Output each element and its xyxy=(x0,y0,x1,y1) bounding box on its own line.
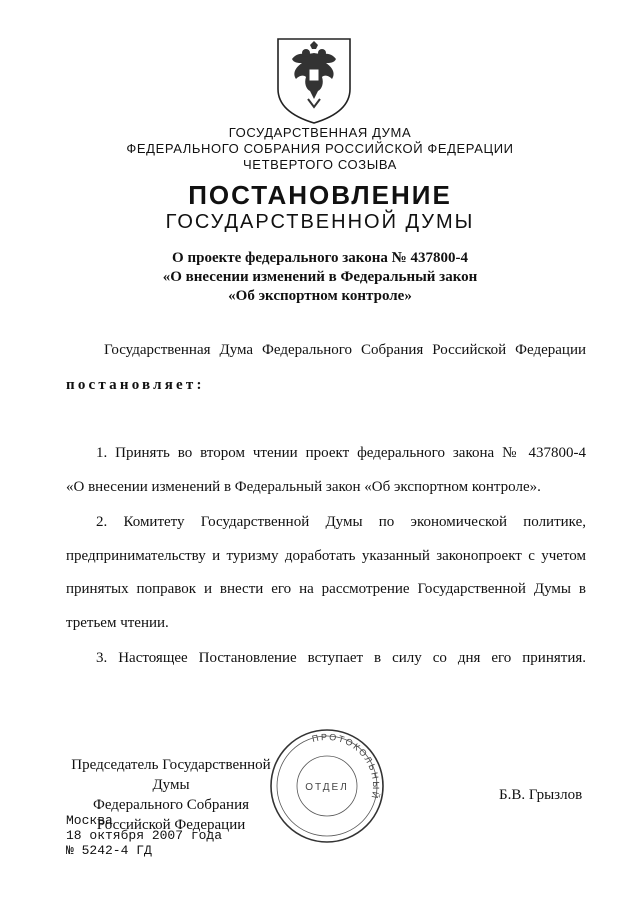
coat-of-arms-icon xyxy=(272,33,356,125)
item-1-line-1: 1. Принять во втором чтении проект федерального закона № 437800-4 xyxy=(96,445,586,461)
header-assembly: ФЕДЕРАЛЬНОГО СОБРАНИЯ РОССИЙСКОЙ ФЕДЕРАЦИИ xyxy=(126,141,514,156)
footer-number: № 5242-4 ГД xyxy=(66,843,152,858)
item-2-line-3: принятых поправок и внести его на рассмотрение Государственной Думы в xyxy=(66,581,586,597)
decree-word: постановляет: xyxy=(66,377,205,393)
item-2-line-4: третьем чтении. xyxy=(66,615,169,631)
footer-date: 18 октября 2007 года xyxy=(66,828,223,843)
item-2-line-1: 2. Комитету Государственной Думы по экономической политике, xyxy=(96,514,586,530)
signatory-title-line-2: Федерального Собрания xyxy=(92,797,250,813)
header-convocation: ЧЕТВЕРТОГО СОЗЫВА xyxy=(243,157,397,172)
footer-city: Москва xyxy=(66,813,113,828)
seal-ring-text: ПРОТОКОЛЬНЫЙ xyxy=(311,731,382,802)
document-issuer: ГОСУДАРСТВЕННОЙ ДУМЫ xyxy=(165,211,475,233)
document-type-title: ПОСТАНОВЛЕНИЕ xyxy=(188,180,452,210)
subject-line-2: «О внесении изменений в Федеральный закон xyxy=(162,269,478,285)
official-seal-icon xyxy=(268,727,386,845)
preamble: Государственная Дума Федерального Собрания Российской Федерации xyxy=(104,342,586,358)
item-1-line-2: «О внесении изменений в Федеральный закон «Об экспортном контроле». xyxy=(66,479,541,495)
item-2-line-2: предпринимательству и туризму доработать указанный законопроект с учетом xyxy=(66,548,586,564)
seal-center-text: ОТДЕЛ xyxy=(305,782,349,793)
signatory-name: Б.В. Грызлов xyxy=(499,787,583,803)
subject-line-1: О проекте федерального закона № 437800-4 xyxy=(172,250,468,266)
signatory-title-line-1: Председатель Государственной Думы xyxy=(71,757,271,793)
item-3: 3. Настоящее Постановление вступает в силу со дня его принятия. xyxy=(96,650,586,666)
subject-line-3: «Об экспортном контроле» xyxy=(228,288,412,304)
signatory-title-line-3: Российской Федерации xyxy=(96,817,246,833)
header-parliament: ГОСУДАРСТВЕННАЯ ДУМА xyxy=(228,125,412,140)
